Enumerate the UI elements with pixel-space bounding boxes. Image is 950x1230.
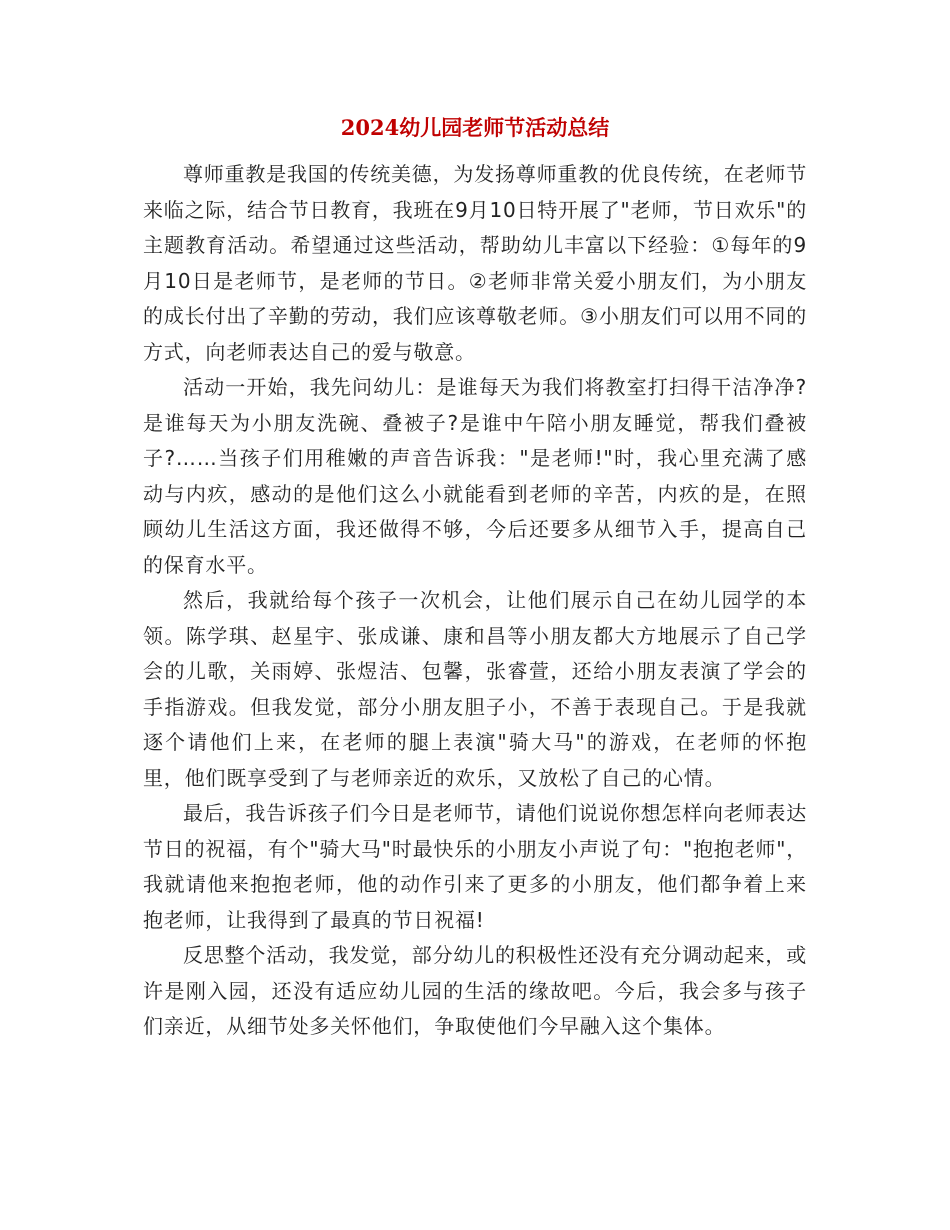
- paragraph-reflection: 反思整个活动，我发觉，部分幼儿的积极性还没有充分调动起来，或许是刚入园，还没有适应幼儿园的生活的缘故吧。今后，我会多与孩子们亲近，从细节处多关怀他们，争取使他们今早融入这个集体。: [143, 943, 807, 1038]
- document-title: 2024幼儿园老师节活动总结: [340, 115, 610, 140]
- paragraph-intro: 尊师重教是我国的传统美德，为发扬尊师重教的优良传统，在老师节来临之际，结合节日教育，我班在9月10日特开展了"老师，节日欢乐"的主题教育活动。希望通过这些活动，帮助幼儿丰富以下经验：①每年的9月10日是老师节，是老师的节日。②老师非常关爱小朋友们，为小朋友的成长付出了辛勤的劳动，我们应该尊敬老师。③小朋友们可以用不同的方式，向老师表达自己的爱与敬意。: [143, 162, 807, 364]
- paragraph-finale: 最后，我告诉孩子们今日是老师节，请他们说说你想怎样向老师表达节日的祝福，有个"骑大马"时最快乐的小朋友小声说了句："抱抱老师"，我就请他来抱抱老师，他的动作引来了更多的小朋友，他们都争着上来抱老师，让我得到了最真的节日祝福!: [143, 801, 807, 932]
- paragraph-activity-start: 活动一开始，我先问幼儿：是谁每天为我们将教室打扫得干洁净净?是谁每天为小朋友洗碗、叠被子?是谁中午陪小朋友睡觉，帮我们叠被子?……当孩子们用稚嫩的声音告诉我："是老师!"时，我心里充满了感动与内疚，感动的是他们这么小就能看到老师的辛苦，内疚的是，在照顾幼儿生活这方面，我还做得不够，今后还要多从细节入手，提高自己的保育水平。: [143, 375, 807, 577]
- paragraph-showcase: 然后，我就给每个孩子一次机会，让他们展示自己在幼儿园学的本领。陈学琪、赵星宇、张成谦、康和昌等小朋友都大方地展示了自己学会的儿歌，关雨婷、张煜洁、包馨，张睿萱，还给小朋友表演了学会的手指游戏。但我发觉，部分小朋友胆子小，不善于表现自己。于是我就逐个请他们上来，在老师的腿上表演"骑大马"的游戏，在老师的怀抱里，他们既享受到了与老师亲近的欢乐，又放松了自己的心情。: [143, 588, 807, 790]
- document-body: [143, 157, 807, 1045]
